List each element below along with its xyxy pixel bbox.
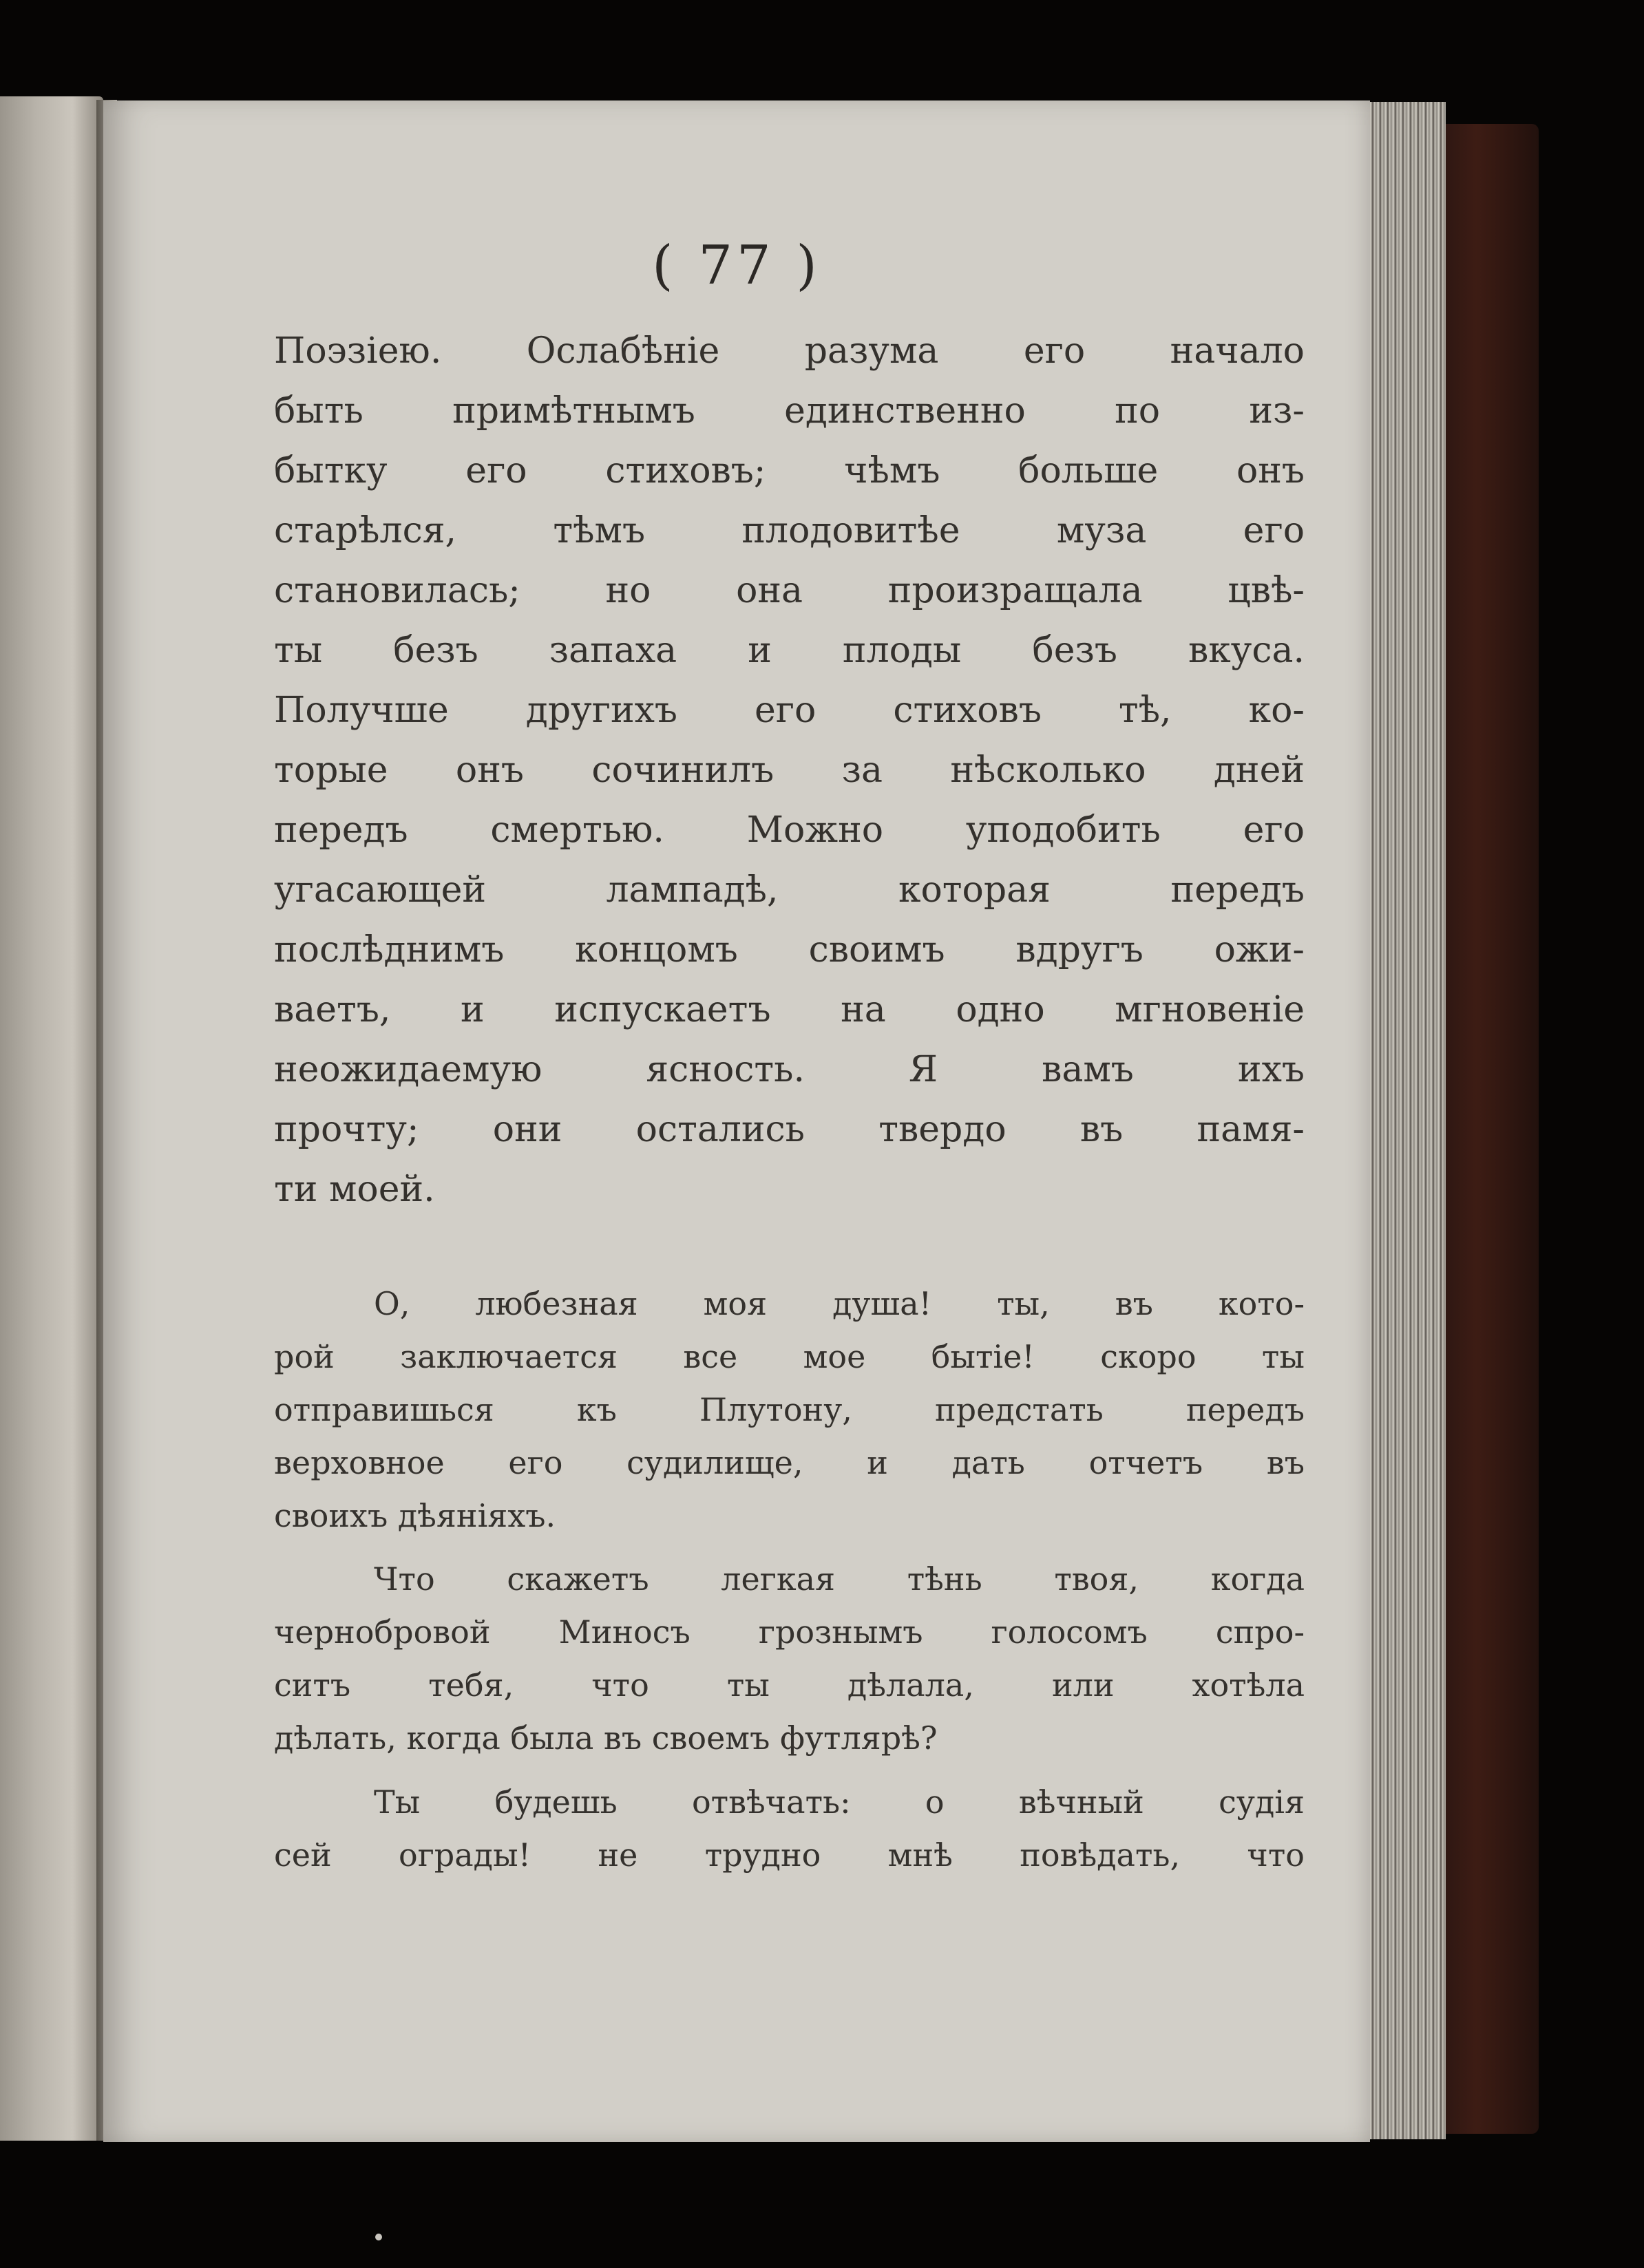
verse-line: своихъ дѣяніяхъ. <box>274 1497 556 1534</box>
page-number: ( 77 ) <box>652 235 821 297</box>
text-line: Получше другихъ его стиховъ тѣ, ко- <box>274 690 1305 731</box>
text-line: ты безъ запаха и плоды безъ вкуса. <box>274 630 1305 671</box>
verse-line: Что скажетъ легкая тѣнь твоя, когда <box>374 1560 1305 1598</box>
text-line: прочту; они остались твердо въ памя- <box>274 1109 1305 1150</box>
text-line: угасающей лампадѣ, которая передъ <box>274 869 1305 911</box>
facing-page <box>0 96 103 2141</box>
book-page <box>103 100 1370 2142</box>
dust-speck <box>375 2234 382 2240</box>
verse-line: чернобровой Миносъ грознымъ голосомъ спро- <box>274 1613 1305 1651</box>
text-line: ваетъ, и испускаетъ на одно мгновеніе <box>274 989 1305 1030</box>
verse-line: отправишься къ Плутону, предстать передъ <box>274 1391 1305 1428</box>
text-line: старѣлся, тѣмъ плодовитѣе муза его <box>274 510 1305 551</box>
text-line: ти моей. <box>274 1169 435 1210</box>
verse-line: рой заключается все мое бытіе! скоро ты <box>274 1338 1305 1375</box>
text-line: Поэзіею. Ослабѣніе разума его начало <box>274 330 1305 372</box>
verse-line: ситъ тебя, что ты дѣлала, или хотѣла <box>274 1666 1305 1704</box>
verse-line: О, любезная моя душа! ты, въ кото- <box>374 1285 1305 1322</box>
verse-line: Ты будешь отвѣчать: о вѣчный судія <box>374 1783 1305 1821</box>
text-line: торые онъ сочинилъ за нѣсколько дней <box>274 750 1305 791</box>
verse-line: верховное его судилище, и дать отчетъ въ <box>274 1444 1305 1481</box>
page-edges <box>1367 102 1446 2139</box>
text-line: становилась; но она произращала цвѣ- <box>274 570 1305 611</box>
text-line: неожидаемую ясность. Я вамъ ихъ <box>274 1049 1305 1090</box>
book-cover-edge <box>1435 124 1539 2134</box>
text-line: послѣднимъ концомъ своимъ вдругъ ожи- <box>274 929 1305 971</box>
text-line: быть примѣтнымъ единственно по из- <box>274 390 1305 432</box>
verse-line: сей ограды! не трудно мнѣ повѣдать, что <box>274 1836 1305 1874</box>
verse-line: дѣлать, когда была въ своемъ футлярѣ? <box>274 1719 938 1757</box>
text-line: передъ смертью. Можно уподобить его <box>274 809 1305 851</box>
text-line: бытку его стиховъ; чѣмъ больше онъ <box>274 450 1305 491</box>
